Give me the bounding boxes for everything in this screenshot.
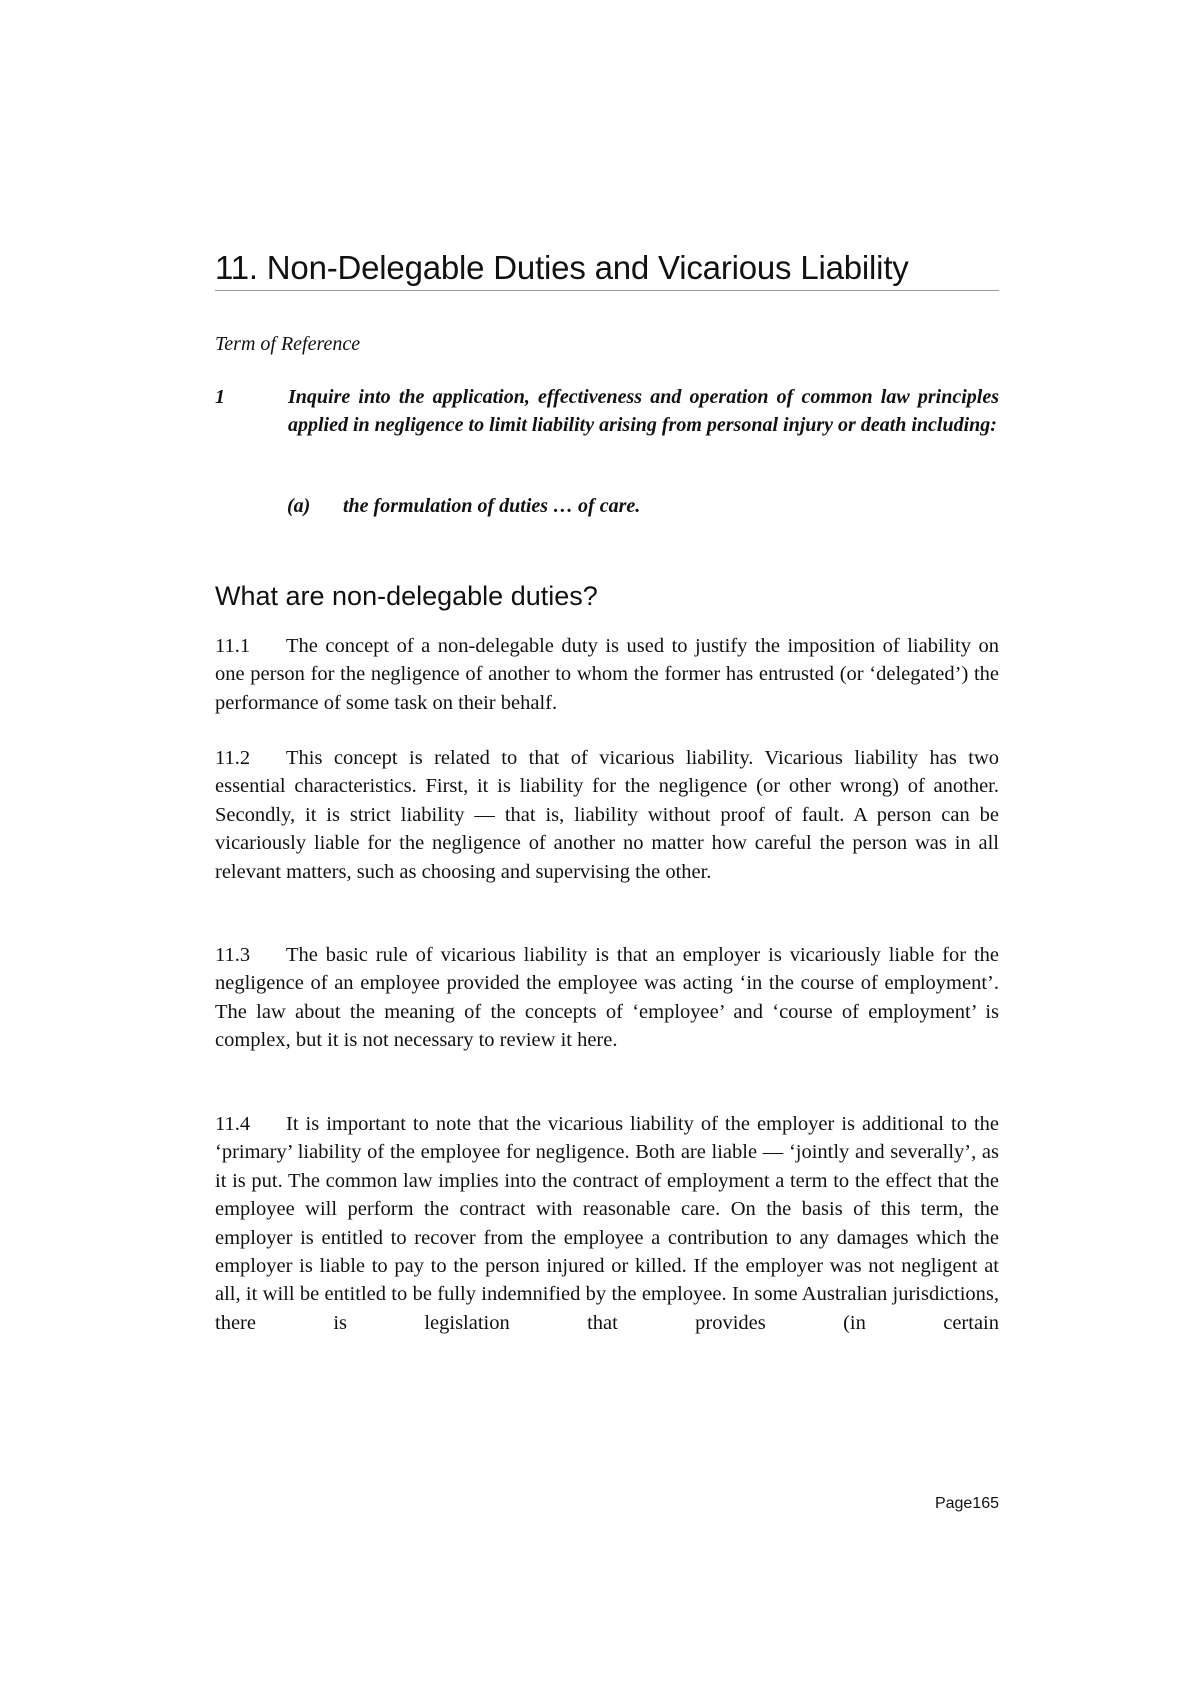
paragraph-text: This concept is related to that of vicarious liability. Vicarious liability has two essential characteristics. First, it is liability for the negligence (or other wrong) of another. Secondly, it is strict liability — that is, liability without proof of fault. A person can be vicariously liable for the negligence of another no matter how careful the person was in all relevant matters, such as choosing and supervising the other.: [215, 747, 999, 883]
term-of-reference-subitem: [287, 492, 640, 520]
paragraph-11-4: [215, 1110, 999, 1337]
subitem-text: the formulation of duties … of care.: [343, 495, 641, 517]
section-heading: What are non-delegable duties?: [215, 581, 598, 611]
term-of-reference-text: Inquire into the application, effectiveness and operation of common law principles applied in negligence to limit liability arising from personal injury or death including:: [288, 386, 999, 436]
title-underline-divider: [215, 290, 999, 291]
subitem-label: (a): [287, 495, 311, 517]
paragraph-text: It is important to note that the vicarious liability of the employer is additional to the ‘primary’ liability of the employee for negligence. Both are liable — ‘jointly and severally’, as it is put. The common law implies into the contract of employment a term to the effect that the employee will perform the contract with reasonable care. On the basis of this term, the employer is entitled to recover from the employee a contribution to any damages which the employer is liable to pay to the person injured or killed. If the employer was not negligent at all, it will be entitled to be fully indemnified by the employee. In some Australian jurisdictions, there is legislation that provides (in certain: [215, 1113, 999, 1334]
page-number: Page165: [934, 1495, 999, 1512]
paragraph-text: The basic rule of vicarious liability is that an employer is vicariously liable for the negligence of an employee provided the employee was acting ‘in the course of employment’. The law about the meaning of the concepts of ‘employee’ and ‘course of employment’ is complex, but it is not necessary to review it here.: [215, 944, 999, 1052]
paragraph-11-2: [215, 744, 999, 886]
term-of-reference-item: [215, 383, 999, 439]
paragraph-number: 11.4: [215, 1113, 251, 1135]
paragraph-11-3: [215, 941, 999, 1055]
paragraph-number: 11.2: [215, 747, 251, 769]
paragraph-number: 11.3: [215, 944, 251, 966]
chapter-title: 11. Non-Delegable Duties and Vicarious Liability: [215, 249, 909, 286]
paragraph-text: The concept of a non-delegable duty is used to justify the imposition of liability on one person for the negligence of another to whom the former has entrusted (or ‘delegated’) the performance of some task on their behalf.: [215, 635, 999, 714]
paragraph-11-1: [215, 632, 999, 717]
term-of-reference-number: 1: [215, 386, 225, 408]
term-of-reference-label: Term of Reference: [215, 333, 361, 355]
paragraph-number: 11.1: [215, 635, 251, 657]
